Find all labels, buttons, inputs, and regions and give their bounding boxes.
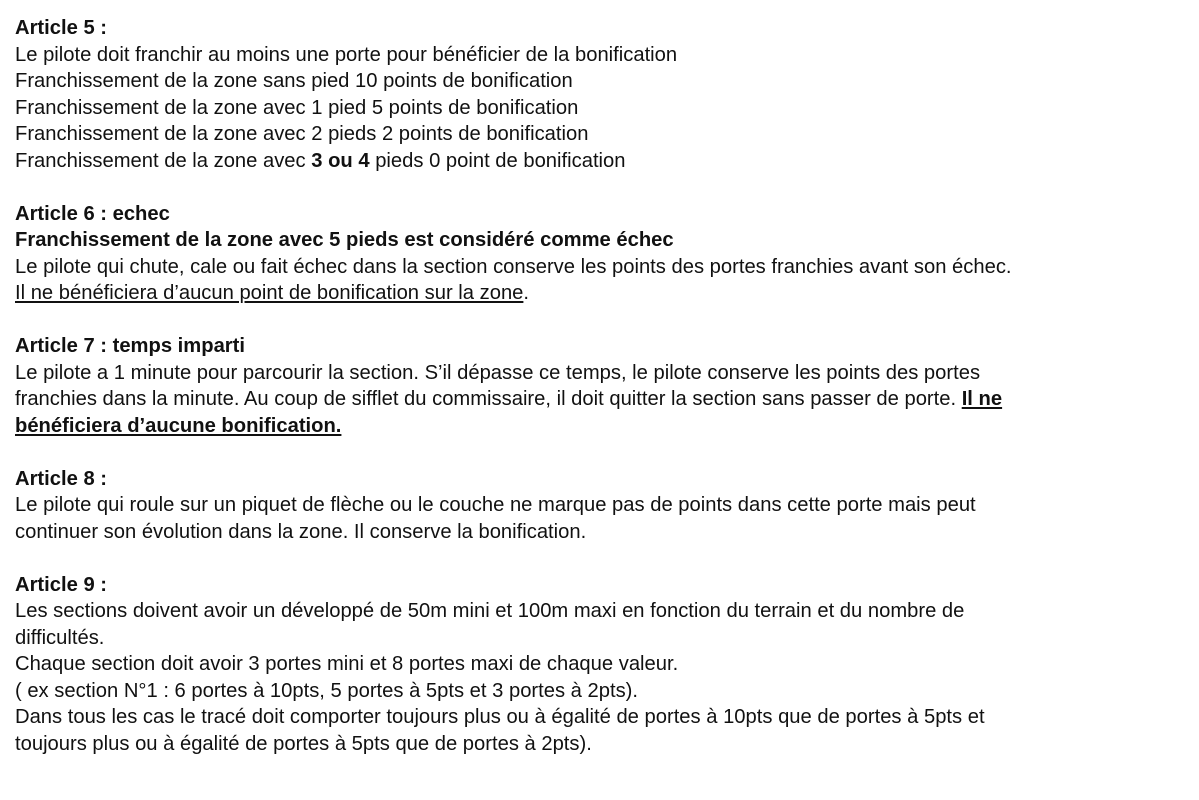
article-7-title: Article 7 : temps imparti xyxy=(15,335,245,357)
article-7-line-2-bold: Il ne xyxy=(961,388,1003,410)
article-5-line-2: Franchissement de la zone sans pied 10 points de bonification xyxy=(15,70,573,92)
document xyxy=(15,15,1185,784)
article-5-line-5-start: Franchissement de la zone avec xyxy=(15,149,312,172)
article-9-title: Article 9 : xyxy=(15,573,107,596)
article-6-line-2 xyxy=(15,280,1185,307)
article-9-line-6: toujours plus ou à égalité de portes à 5pts que de portes à 2pts). xyxy=(15,732,592,755)
article-8-line-2: continuer son évolution dans la zone. Il conserve la bonification. xyxy=(15,520,587,543)
article-6-title: Article 6 : echec xyxy=(15,202,170,225)
article-5-line-5-end: pieds 0 point de bonification xyxy=(369,149,626,172)
article-7-line-3 xyxy=(15,413,1185,440)
article-6-line-1: Le pilote qui chute, cale ou fait échec dans la section conserve les points des portes franchies avant son échec. xyxy=(15,255,1012,278)
article-5-line-5-bold: 3 ou 4 xyxy=(311,149,370,172)
article-8 xyxy=(15,466,1185,546)
article-7-line-2 xyxy=(15,386,1185,413)
article-5-line-3: Franchissement de la zone avec 1 pied 5 points de bonification xyxy=(15,96,579,119)
article-5-line-4: Franchissement de la zone avec 2 pieds 2 points de bonification xyxy=(15,123,589,145)
article-9-line-3: Chaque section doit avoir 3 portes mini et 8 portes maxi de chaque valeur. xyxy=(15,653,679,675)
article-6-bold-line: Franchissement de la zone avec 5 pieds est considéré comme échec xyxy=(15,229,674,251)
article-6 xyxy=(15,201,1185,307)
article-9-line-1: Les sections doivent avoir un développé de 50m mini et 100m maxi en fonction du terrain et du nombre de xyxy=(15,600,965,622)
article-5-line-1: Le pilote doit franchir au moins une porte pour bénéficier de la bonification xyxy=(15,43,678,66)
article-9 xyxy=(15,572,1185,758)
article-7-line-1: Le pilote a 1 minute pour parcourir la section. S’il dépasse ce temps, le pilote conserve les points des portes xyxy=(15,361,981,384)
article-7-line-2-start: franchies dans la minute. Au coup de sifflet du commissaire, il doit quitter la section sans passer de porte. xyxy=(15,388,962,410)
article-6-underlined-text: Il ne bénéficiera d’aucun point de bonification sur la zone xyxy=(15,282,524,304)
article-6-period: . xyxy=(523,282,530,304)
article-7 xyxy=(15,333,1185,439)
article-9-line-4: ( ex section N°1 : 6 portes à 10pts, 5 portes à 5pts et 3 portes à 2pts). xyxy=(15,679,639,702)
article-8-title: Article 8 : xyxy=(15,467,107,490)
article-7-line-3-bold: bénéficiera d’aucune bonification. xyxy=(15,414,342,437)
article-5 xyxy=(15,15,1185,174)
article-5-title: Article 5 : xyxy=(15,17,107,39)
article-5-line-5 xyxy=(15,148,1185,175)
article-9-line-2: difficultés. xyxy=(15,626,105,649)
article-9-line-5: Dans tous les cas le tracé doit comporter toujours plus ou à égalité de portes à 10pts que de portes à 5pts et xyxy=(15,706,985,728)
article-8-line-1: Le pilote qui roule sur un piquet de flèche ou le couche ne marque pas de points dans cette porte mais peut xyxy=(15,494,976,516)
